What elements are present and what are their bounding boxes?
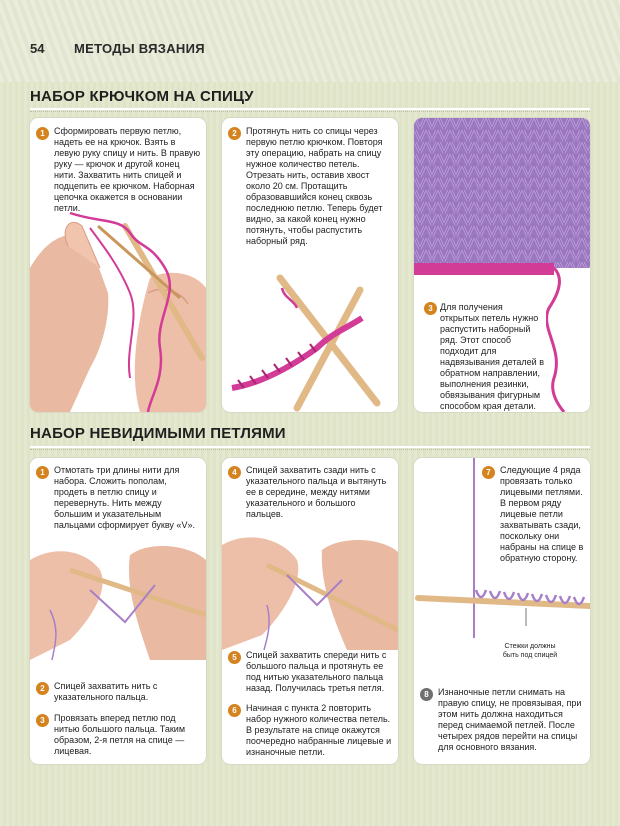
step-text: Протянуть нить со спицы через первую петлю крючком. Повторя эту операцию, набрать на спицу нужное количество петель. Отрезать нить, оставив хвост около 20 см. Протащить образовавшийся конец сквозь последнюю петлю. Теперь будет видно, за какой конец нужно потянуть, чтобы распустить наборный ряд. <box>246 126 383 246</box>
panel-invisible-steps-7-8 <box>414 458 590 764</box>
page-number: 54 <box>30 41 45 56</box>
section-title-crochet-cast-on: НАБОР КРЮЧКОМ НА СПИЦУ <box>30 88 254 105</box>
step-number-badge: 2 <box>228 127 241 140</box>
step-text: Спицей захватить нить с указательного пальца. <box>54 681 158 702</box>
step-number-badge: 1 <box>36 127 49 140</box>
step-text: Спицей захватить спереди нить с большого пальца и протянуть ее под нитью указательного пальца назад. Получилась третья петля. <box>246 650 387 693</box>
section-title-invisible-cast-on: НАБОР НЕВИДИМЫМИ ПЕТЛЯМИ <box>30 425 286 442</box>
step-text: Отмотать три длины нити для набора. Сложить пополам, продеть в петлю спицу и перевернуть. Нить между большим и указательным пальцами сформирует букву «V». <box>54 465 195 530</box>
panel-crochet-step1 <box>30 118 206 412</box>
hands-v-shape-illustration <box>30 530 206 660</box>
step-text: Следующие 4 ряда провязать только лицевыми петлями. В первом ряду лицевые петли захватывать сзади, поскольку они набраны на спице в обратную сторону. <box>500 465 584 563</box>
panel-crochet-step3 <box>414 118 590 412</box>
hands-crochet-illustration <box>30 118 206 412</box>
step-number-badge: 3 <box>424 302 437 315</box>
step-number-badge: 6 <box>228 704 241 717</box>
panel-invisible-steps-4-6 <box>222 458 398 764</box>
step-text: Начиная с пункта 2 повторить набор нужного количества петель. В результате на спице окажутся поочередно набранные лицевые и изнаночные петли. <box>246 703 392 757</box>
step-number-badge: 2 <box>36 682 49 695</box>
step-text: Изнаночные петли снимать на правую спицу, не провязывая, при этом нить должна находиться перед снимаемой петлей. После четырех рядов перейти на спицы для основного вязания. <box>438 687 582 752</box>
chapter-title: МЕТОДЫ ВЯЗАНИЯ <box>74 41 205 56</box>
step-text: Сформировать первую петлю, надеть ее на крючок. Взять в левую руку спицу и нить. В правую руку — крючок и другой конец нити. Захватить нить спицей и подцепить ее крючком. Наборная цепочка окажется в основании петли. <box>54 126 201 213</box>
panel-crochet-step2 <box>222 118 398 412</box>
step-text: Спицей захватить сзади нить с указательного пальца и вытянуть ее в середине, между нитями указательного и большого пальцев. <box>246 465 387 519</box>
step-number-badge: 8 <box>420 688 433 701</box>
crochet-chain-illustration <box>222 118 398 412</box>
panel-invisible-steps-1-3 <box>30 458 206 764</box>
step-number-badge: 1 <box>36 466 49 479</box>
section-divider <box>30 108 590 110</box>
step-number-badge: 3 <box>36 714 49 727</box>
hands-loop-illustration <box>222 520 398 650</box>
step-text: Для получения открытых петель нужно распустить наборный ряд. Этот способ подходит для надвязывания деталей в обратном направлении, выполнения резинки, обвязывания фигурным способом края детали. <box>440 302 544 411</box>
section-divider <box>30 446 590 448</box>
step-number-badge: 4 <box>228 466 241 479</box>
stitch-caption: Стежки должны быть под спицей <box>502 643 558 659</box>
step-number-badge: 5 <box>228 651 241 664</box>
step-number-badge: 7 <box>482 466 495 479</box>
step-text: Провязать вперед петлю под нитью большого пальца. Таким образом, 2-я петля на спице — лицевая. <box>54 713 186 756</box>
